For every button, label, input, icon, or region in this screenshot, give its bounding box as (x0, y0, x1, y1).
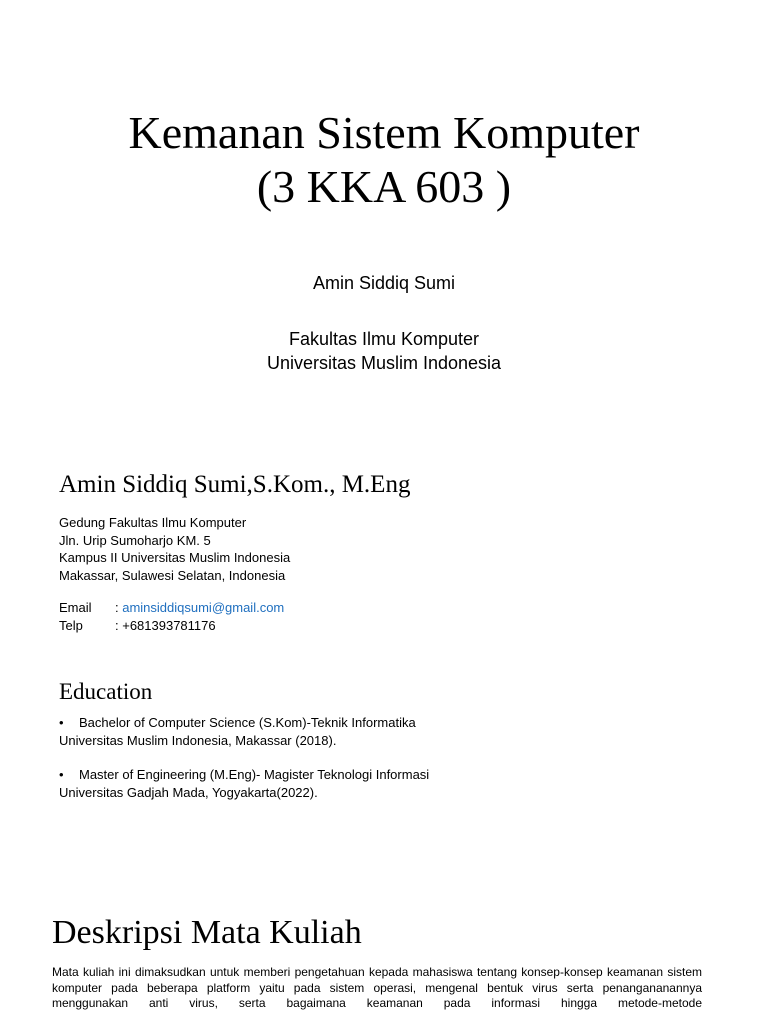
education-institution: Universitas Gadjah Mada, Yogyakarta(2022). (59, 784, 318, 800)
faculty-name: Fakultas Ilmu Komputer (288, 329, 480, 349)
email-link[interactable]: aminsiddiqsumi@gmail.com (122, 600, 285, 615)
address-line: Kampus II Universitas Muslim Indonesia (59, 550, 291, 565)
course-code: (3 KKA 603 ) (256, 161, 512, 212)
education-item (59, 766, 429, 801)
bullet-icon: • (59, 767, 64, 782)
course-description: Mata kuliah ini dimaksudkan untuk memberi pengetahuan kepada mahasiswa tentang konsep-konsep keamanan sistem komputer pada beberapa platform yaitu pada sistem operasi, mengenal bentuk virus serta penangananannya menggunakan anti virus, serta bagaimana keamanan pada informasi hingga metode-metode (52, 965, 702, 1010)
telp-label: Telp (59, 617, 83, 633)
address-block (59, 514, 290, 584)
education-item (59, 714, 416, 749)
address-line: Makassar, Sulawesi Selatan, Indonesia (59, 567, 286, 583)
address-line: Jln. Urip Sumoharjo KM. 5 (59, 532, 211, 548)
email-label: Email (59, 600, 92, 615)
university-name: Universitas Muslim Indonesia (266, 353, 502, 373)
course-title (0, 106, 768, 214)
education-heading: Education (59, 679, 153, 704)
education-degree: Bachelor of Computer Science (S.Kom)-Teknik Informatika (79, 715, 416, 730)
lecturer-name: Amin Siddiq Sumi,S.Kom., M.Eng (59, 471, 411, 498)
description-heading: Deskripsi Mata Kuliah (52, 914, 362, 951)
contact-block (59, 599, 284, 634)
address-line: Gedung Fakultas Ilmu Komputer (59, 515, 247, 530)
bullet-icon: • (59, 715, 64, 730)
telp-row (59, 617, 284, 635)
affiliation (0, 327, 768, 375)
course-title-line1: Kemanan Sistem Komputer (128, 107, 640, 158)
education-degree: Master of Engineering (M.Eng)- Magister Teknologi Informasi (79, 767, 430, 782)
telp-value: : +681393781176 (115, 617, 216, 633)
email-separator: : (115, 600, 123, 615)
author-name: Amin Siddiq Sumi (312, 273, 456, 293)
email-row (59, 599, 284, 617)
education-institution: Universitas Muslim Indonesia, Makassar (2018). (59, 732, 337, 748)
